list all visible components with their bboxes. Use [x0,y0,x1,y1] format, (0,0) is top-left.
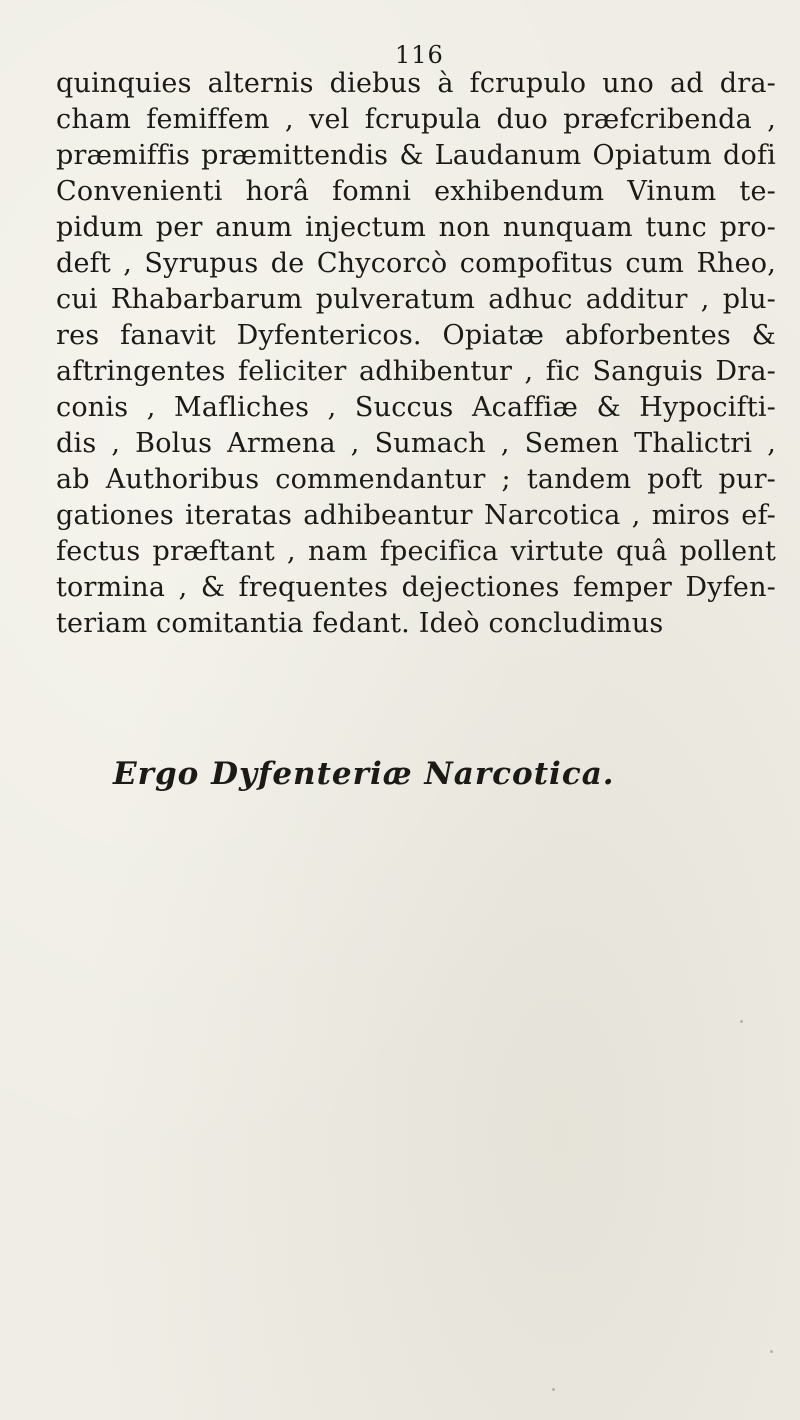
conclusion-heading: Ergo Dyfenteriæ Narcotica. [113,756,615,792]
text-line: dis , Bolus Armena , Sumach , Semen Thalictri , [56,428,776,459]
text-line: præmiffis præmittendis & Laudanum Opiatum dofi [56,140,776,171]
text-line: res fanavit Dyfentericos. Opiatæ abforbentes & [56,320,776,351]
text-line: tormina , & frequentes dejectiones femper Dyfen- [56,572,776,603]
text-line: pidum per anum injectum non nunquam tunc pro- [56,212,776,243]
text-line: ab Authoribus commendantur ; tandem poft pur- [56,464,776,495]
text-line: fectus præftant , nam fpecifica virtute quâ pollent [56,536,776,567]
paper-speck [552,1388,555,1391]
text-line: cham femiffem , vel fcrupula duo præfcribenda , [56,104,776,135]
text-line: conis , Mafliches , Succus Acaffiæ & Hypocifti- [56,392,776,423]
text-line: quinquies alternis diebus à fcrupulo uno ad dra- [56,68,776,99]
text-line: aftringentes feliciter adhibentur , fic Sanguis Dra- [56,356,776,387]
text-line: deft , Syrupus de Chycorcò compofitus cum Rheo, [56,248,776,279]
text-line: gationes iteratas adhibeantur Narcotica , miros ef- [56,500,776,531]
body-text [56,66,776,642]
text-line: cui Rhabarbarum pulveratum adhuc additur , plu- [56,284,776,315]
text-line: Convenienti horâ fomni exhibendum Vinum te- [56,176,776,207]
paper-speck [740,1020,743,1023]
paper-speck [770,1350,773,1353]
text-line: teriam comitantia fedant. Ideò concludimus [56,608,664,639]
page-number: 116 [395,41,444,69]
